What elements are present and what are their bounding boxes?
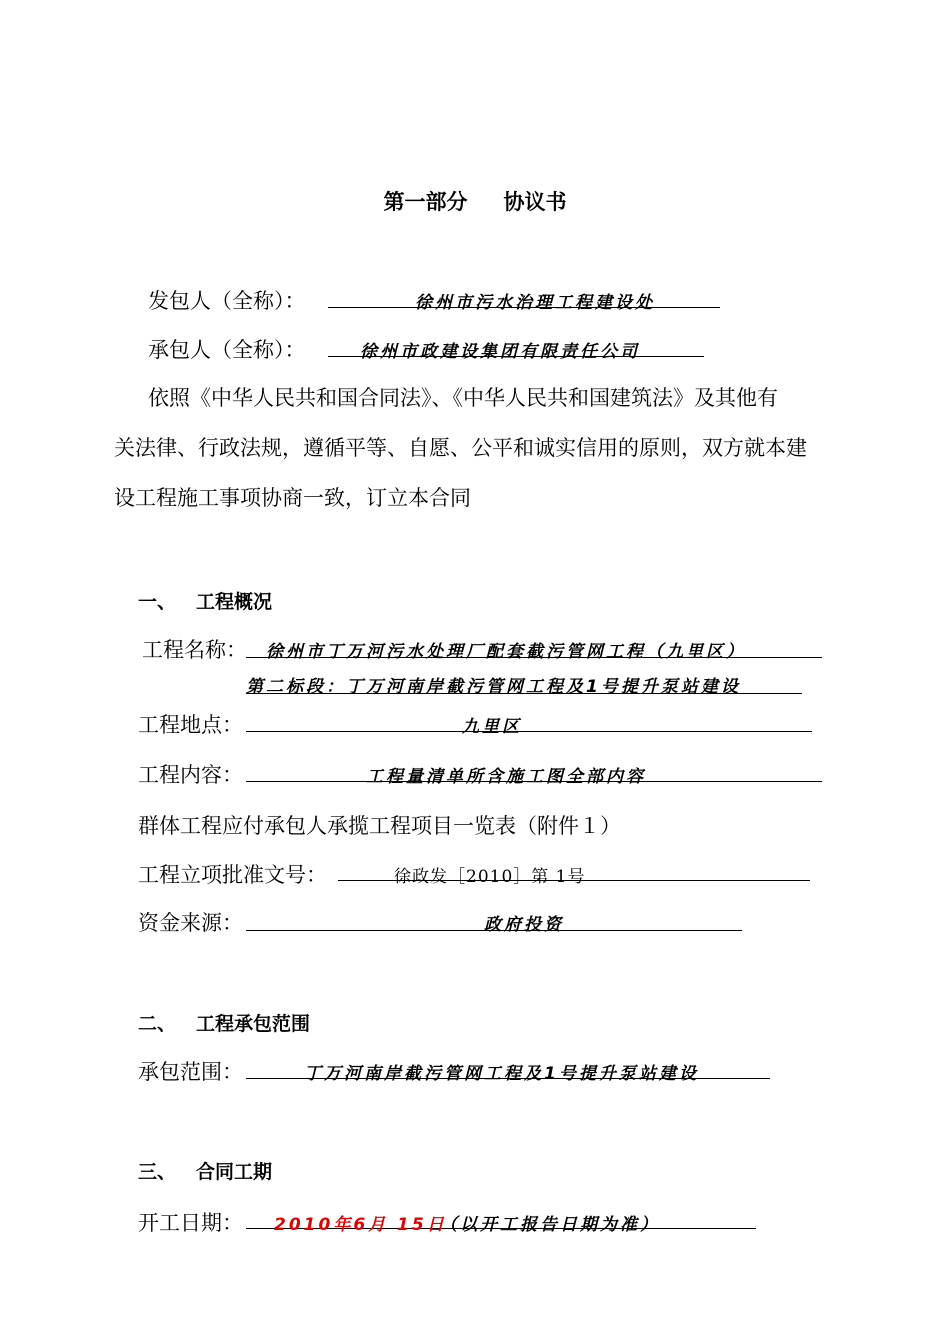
project-name-label: 工程名称： (142, 638, 247, 662)
section-3-title: 合同工期 (196, 1161, 273, 1183)
preamble-line-3: 设工程施工事项协商一致，订立本合同 (114, 486, 471, 510)
fund-label: 资金来源： (138, 911, 243, 935)
content-value: 工程量清单所含施工图全部内容 (366, 767, 646, 787)
location-underline (246, 731, 812, 732)
scope-value: 丁万河南岸截污管网工程及1号提升泵站建设 (304, 1064, 699, 1084)
page-title (0, 186, 950, 216)
employer-value: 徐州市污水治理工程建设处 (415, 293, 655, 313)
section-2-heading (138, 1009, 310, 1036)
location-value: 九里区 (462, 717, 522, 737)
content-label: 工程内容： (138, 763, 243, 787)
contractor-label: 承包人（全称）： (148, 338, 306, 362)
contractor-value: 徐州市政建设集团有限责任公司 (360, 342, 640, 362)
project-name-value-line-2: 第二标段：丁万河南岸截污管网工程及1号提升泵站建设 (246, 677, 741, 697)
section-2-number: 二、 (138, 1013, 177, 1035)
group-projects-line: 群体工程应付承包人承揽工程项目一览表（附件１） (138, 814, 621, 838)
approval-value: 徐政发［2010］第 1号 (394, 867, 586, 887)
approval-label: 工程立项批准文号： (138, 863, 327, 887)
section-3-heading (138, 1157, 272, 1184)
start-date-value: 2010年6月 15日 (274, 1215, 447, 1235)
section-3-number: 三、 (138, 1161, 177, 1183)
start-date-label: 开工日期： (138, 1211, 243, 1235)
employer-label: 发包人（全称）： (148, 289, 306, 313)
section-1-title: 工程概况 (196, 591, 273, 613)
section-1-number: 一、 (138, 591, 177, 613)
title-part: 第一部分 (383, 190, 468, 214)
title-name: 协议书 (503, 190, 567, 214)
start-date-note: （以开工报告日期为准） (440, 1215, 660, 1235)
section-2-title: 工程承包范围 (196, 1013, 311, 1035)
project-name-value-line-1: 徐州市丁万河污水处理厂配套截污管网工程（九里区） (266, 642, 746, 662)
preamble-line-2: 关法律、行政法规，遵循平等、自愿、公平和诚实信用的原则，双方就本建 (114, 436, 807, 460)
scope-label: 承包范围： (138, 1060, 243, 1084)
fund-value: 政府投资 (484, 915, 564, 935)
preamble-line-1: 依照《中华人民共和国合同法》、《中华人民共和国建筑法》及其他有 (148, 386, 778, 410)
location-label: 工程地点： (138, 713, 243, 737)
section-1-heading (138, 587, 272, 614)
